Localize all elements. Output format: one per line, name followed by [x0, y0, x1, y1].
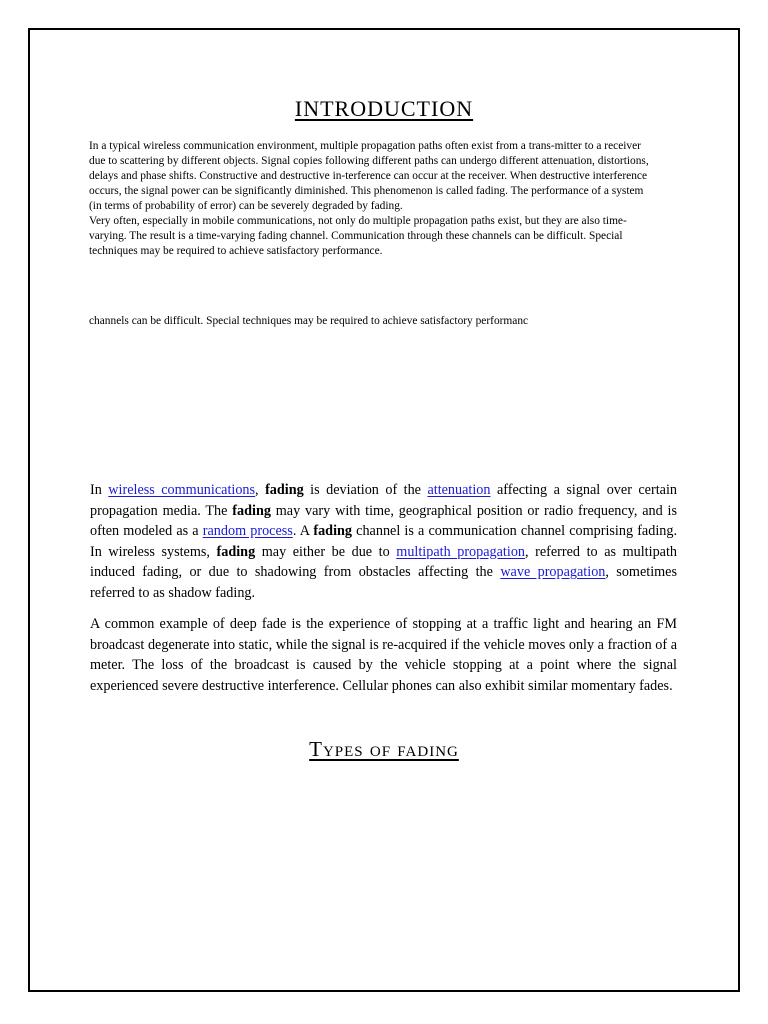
repeated-text-fragment: channels can be difficult. Special techniques may be required to achieve satisfactory performanc	[89, 315, 529, 327]
deep-fade-paragraph: A common example of deep fade is the experience of stopping at a traffic light and hearing an FM broadcast degenerate into static, while the signal is re-acquired if the vehicle moves only a fraction of a meter. The loss of the broadcast is caused by the vehicle stopping at a point where the signal experienced severe destructive interference. Cellular phones can also exhibit similar momentary fades.	[90, 616, 677, 694]
text-run: channel is a communication channel comprising fading. In wireless systems,	[90, 523, 677, 560]
text-run: , referred to as multipath induced fading, or due to shadowing from obstacles affecting the	[90, 543, 677, 580]
link-random-process[interactable]: random process	[202, 523, 293, 539]
bold-term-fading: fading	[313, 523, 352, 539]
intro-paragraph-fading-definition: In a typical wireless communication environment, multiple propagation paths often exist from a trans-mitter to a receiver due to scattering by different objects. Signal copies following different paths can undergo different attenuation, distortions, delays and phase shifts. Constructive and destructive in-terference can occur at the receiver. When destructive interference occurs, the signal power can be significantly diminished. This phenomenon is called fading. The performance of a system (in terms of probability of error) can be severely degraded by fading.	[89, 140, 649, 212]
bold-term-fading: fading	[265, 482, 304, 498]
text-run: may vary with time, geographical position or radio frequency, and is often modeled as a	[90, 502, 677, 539]
bold-term-fading: fading	[232, 502, 271, 519]
text-run: , sometimes referred to as shadow fading.	[90, 564, 677, 601]
link-wireless-communications[interactable]: wireless communications	[108, 482, 256, 498]
intro-paragraph-time-varying: Very often, especially in mobile communications, not only do multiple propagation paths exist, but they are also time-varying. The result is a time-varying fading channel. Communication through these channels can be difficult. Special techniques may be required to achieve satisfactory performance.	[89, 215, 627, 257]
text-run: In	[90, 482, 109, 498]
text-run: ,	[255, 482, 266, 498]
link-attenuation[interactable]: attenuation	[427, 482, 491, 498]
types-of-fading-heading: Types of fading	[309, 737, 459, 761]
introduction-text	[89, 139, 649, 259]
link-multipath-propagation[interactable]: multipath propagation	[396, 543, 526, 560]
text-run: may either be due to	[255, 543, 397, 560]
text-run: . A	[292, 523, 314, 539]
bold-term-fading: fading	[216, 543, 256, 560]
link-wave-propagation[interactable]: wave propagation	[500, 564, 606, 580]
fading-description	[90, 480, 677, 707]
fading-paragraph	[90, 480, 677, 603]
text-run: affecting a signal over certain propagation media. The	[90, 482, 677, 519]
text-run: is deviation of the	[303, 482, 428, 498]
introduction-heading: INTRODUCTION	[294, 96, 474, 121]
